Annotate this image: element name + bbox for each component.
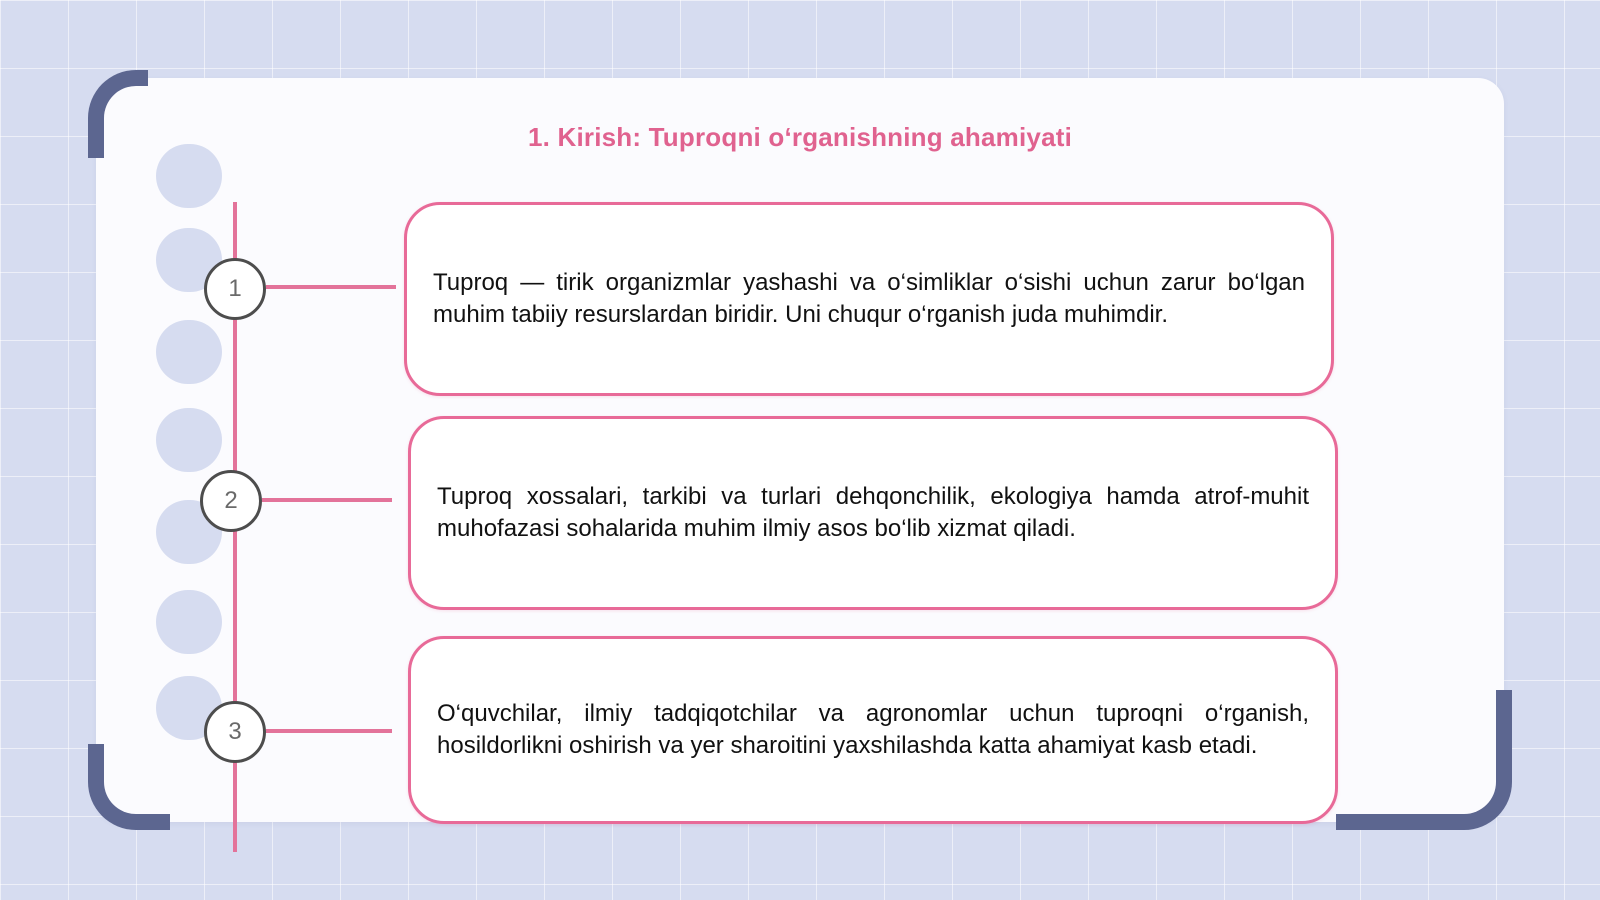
step-marker-1: 1 [204, 258, 266, 320]
point-text: O‘quvchilar, ilmiy tadqiqotchilar va agronomlar uchun tuproqni o‘rganish, hosildorlikni oshirish va yer sharoitini yaxshilashda katta ahamiyat kasb etadi. [437, 700, 1309, 759]
frame-corner-top-left [88, 70, 148, 158]
timeline-connector [266, 285, 396, 289]
point-card-1 [404, 202, 1334, 396]
binder-notch [156, 590, 222, 654]
point-text: Tuproq — tirik organizmlar yashashi va o‘simliklar o‘sishi uchun zarur bo‘lgan muhim tabiiy resurslardan biridir. Uni chuqur o‘rganish juda muhimdir. [433, 269, 1305, 328]
binder-notch [156, 144, 222, 208]
frame-corner-bottom-left [88, 744, 170, 830]
point-card-2 [408, 416, 1338, 610]
timeline-connector [262, 498, 392, 502]
step-marker-3: 3 [204, 701, 266, 763]
frame-corner-bottom-right [1336, 690, 1512, 830]
point-text: Tuproq xossalari, tarkibi va turlari dehqonchilik, ekologiya hamda atrof-muhit muhofazasi sohalarida muhim ilmiy asos bo‘lib xizmat qiladi. [437, 483, 1309, 542]
binder-notch [156, 408, 222, 472]
point-card-3 [408, 636, 1338, 824]
step-marker-2: 2 [200, 470, 262, 532]
slide-title: 1. Kirish: Tuproqni o‘rganishning ahamiyati [527, 122, 1073, 152]
timeline-connector [266, 729, 392, 733]
binder-notch [156, 320, 222, 384]
